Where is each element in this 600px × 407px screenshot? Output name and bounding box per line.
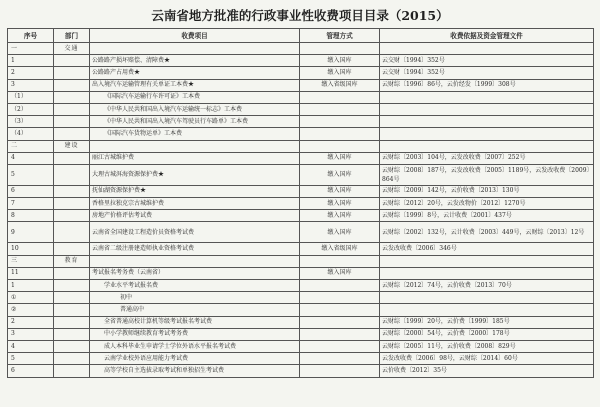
row-department <box>54 304 90 316</box>
row-department <box>54 116 90 128</box>
row-fee-item: 云南学业校外语应用能力考试费 <box>90 353 300 365</box>
row-fee-item: 抚仙湖资源保护费★ <box>90 185 300 197</box>
row-fee-item: 香格里拉独克宗古城维护费 <box>90 198 300 210</box>
row-basis <box>380 128 594 140</box>
row-management: 缴入国库 <box>300 55 380 67</box>
row-basis: 云财综〔1996〕86号，云价经发〔1999〕308号 <box>380 79 594 91</box>
row-basis <box>380 304 594 316</box>
row-department <box>54 365 90 377</box>
table-row <box>8 304 594 316</box>
row-management: 缴入国库 <box>300 67 380 79</box>
row-fee-item: 《中华人民共和国出入境汽车驾驶员行车路单》工本费 <box>90 116 300 128</box>
row-basis: 云财综〔2008〕187号，云发改收费〔2005〕1189号，云发改收费〔2009〕864号 <box>380 164 594 185</box>
row-number: 9 <box>8 222 54 243</box>
row-department <box>54 198 90 210</box>
row-fee-item: 云南省二级注册建造师执业资格考试费 <box>90 243 300 255</box>
row-fee-item: 中小学教师继续教育考试考务费 <box>90 328 300 340</box>
document-title: 云南省地方批准的行政事业性收费项目目录（2015） <box>151 8 449 23</box>
row-department <box>54 340 90 352</box>
table-header <box>8 29 594 43</box>
row-department <box>54 91 90 103</box>
row-fee-item: 《中华人民共和国出入境汽车运输统一标志》工本费 <box>90 103 300 115</box>
row-fee-item: 丽江古城维护费 <box>90 152 300 164</box>
row-department <box>54 67 90 79</box>
row-department <box>54 185 90 197</box>
table-row <box>8 116 594 128</box>
row-number: 2 <box>8 67 54 79</box>
row-basis: 云发改收费〔2006〕98号，云财综〔2014〕60号 <box>380 353 594 365</box>
header-mgmt: 管理方式 <box>300 29 380 43</box>
table-row <box>8 353 594 365</box>
row-basis: 云财综〔2012〕74号，云价收费〔2013〕70号 <box>380 280 594 292</box>
row-department <box>54 128 90 140</box>
row-number: 三 <box>8 255 54 267</box>
row-department <box>54 316 90 328</box>
table-row <box>8 55 594 67</box>
row-department <box>54 353 90 365</box>
fee-table <box>7 28 594 378</box>
row-basis <box>380 103 594 115</box>
table-row <box>8 243 594 255</box>
row-management <box>300 128 380 140</box>
row-fee-item: 考试报名考务费（云南省） <box>90 267 300 279</box>
table-row <box>8 152 594 164</box>
table-row <box>8 365 594 377</box>
row-basis <box>380 255 594 267</box>
row-department <box>54 210 90 222</box>
row-basis <box>380 267 594 279</box>
row-management <box>300 340 380 352</box>
row-department <box>54 328 90 340</box>
row-management: 缴入国库 <box>300 267 380 279</box>
row-management <box>300 140 380 152</box>
row-basis: 云发改收费〔2006〕346号 <box>380 243 594 255</box>
row-management: 缴入国库 <box>300 198 380 210</box>
row-management: 缴入国库 <box>300 164 380 185</box>
section-row <box>8 255 594 267</box>
row-number: 6 <box>8 365 54 377</box>
table-row <box>8 79 594 91</box>
row-basis <box>380 116 594 128</box>
table-row <box>8 340 594 352</box>
row-basis: 云价收费〔2012〕35号 <box>380 365 594 377</box>
section-row <box>8 140 594 152</box>
row-fee-item: 初中 <box>90 292 300 304</box>
row-fee-item: 房地产价格评估考试费 <box>90 210 300 222</box>
table-row <box>8 67 594 79</box>
row-department <box>54 280 90 292</box>
row-fee-item: 云南省全国建设工程造价员资格考试费 <box>90 222 300 243</box>
table-row <box>8 164 594 185</box>
row-number: 5 <box>8 164 54 185</box>
row-management <box>300 43 380 55</box>
row-department <box>54 103 90 115</box>
row-management <box>300 328 380 340</box>
row-basis <box>380 91 594 103</box>
header-no: 序号 <box>8 29 54 43</box>
row-number: 4 <box>8 152 54 164</box>
row-fee-item: 学业水平考试报名费 <box>90 280 300 292</box>
row-department <box>54 164 90 185</box>
row-department: 教育 <box>54 255 90 267</box>
row-fee-item: 全省普通高校计算机等级考试报名考试费 <box>90 316 300 328</box>
row-number: 2 <box>8 316 54 328</box>
row-management <box>300 365 380 377</box>
row-management <box>300 304 380 316</box>
row-management <box>300 292 380 304</box>
row-number: 10 <box>8 243 54 255</box>
row-fee-item: 大理古城洱海资源保护费★ <box>90 164 300 185</box>
row-basis: 云财综〔2005〕11号，云价收费〔2008〕829号 <box>380 340 594 352</box>
row-fee-item <box>90 255 300 267</box>
row-management <box>300 353 380 365</box>
row-department: 建设 <box>54 140 90 152</box>
header-basis: 收费依据及资金管理文件 <box>380 29 594 43</box>
row-management: 缴入国库 <box>300 185 380 197</box>
row-number: 8 <box>8 210 54 222</box>
row-basis: 云财综〔2002〕132号，云计收费〔2003〕449号，云财综〔2013〕12号 <box>380 222 594 243</box>
table-row <box>8 128 594 140</box>
row-number: 7 <box>8 198 54 210</box>
row-management: 缴入国库 <box>300 152 380 164</box>
row-fee-item: 《国际汽车货物运单》工本费 <box>90 128 300 140</box>
row-number: 6 <box>8 185 54 197</box>
row-department <box>54 292 90 304</box>
row-basis: 云交财〔1994〕352号 <box>380 67 594 79</box>
table-row <box>8 328 594 340</box>
row-management <box>300 116 380 128</box>
row-basis: 云财综〔1999〕20号，云价费〔1999〕185号 <box>380 316 594 328</box>
row-number: 11 <box>8 267 54 279</box>
row-department <box>54 55 90 67</box>
row-basis <box>380 43 594 55</box>
row-management: 缴入省级国库 <box>300 79 380 91</box>
table-row <box>8 280 594 292</box>
row-fee-item <box>90 43 300 55</box>
row-fee-item: 普通高中 <box>90 304 300 316</box>
row-management <box>300 255 380 267</box>
row-management <box>300 316 380 328</box>
table-row <box>8 103 594 115</box>
table-row <box>8 185 594 197</box>
row-number: 3 <box>8 79 54 91</box>
row-department <box>54 243 90 255</box>
row-basis: 云财综〔2003〕104号，云发改收费〔2007〕252号 <box>380 152 594 164</box>
row-basis <box>380 140 594 152</box>
row-management: 缴入国库 <box>300 222 380 243</box>
row-basis: 云财综〔2009〕142号，云价收费〔2013〕130号 <box>380 185 594 197</box>
row-fee-item: 公路路产损坏赔偿、清障费★ <box>90 55 300 67</box>
table-row <box>8 267 594 279</box>
row-number: （2） <box>8 103 54 115</box>
row-fee-item: 公路路产占用费★ <box>90 67 300 79</box>
row-number: 5 <box>8 353 54 365</box>
row-number: 二 <box>8 140 54 152</box>
row-management: 缴入省级国库 <box>300 243 380 255</box>
row-number: （3） <box>8 116 54 128</box>
row-department <box>54 152 90 164</box>
row-fee-item: 出入境汽车运输管理有关单证工本费★ <box>90 79 300 91</box>
row-management <box>300 91 380 103</box>
row-number: 3 <box>8 328 54 340</box>
table-row <box>8 91 594 103</box>
row-management <box>300 280 380 292</box>
row-department: 交通 <box>54 43 90 55</box>
row-number: 1 <box>8 280 54 292</box>
row-department <box>54 222 90 243</box>
row-department <box>54 267 90 279</box>
table-row <box>8 316 594 328</box>
row-fee-item <box>90 140 300 152</box>
row-basis: 云财综〔2012〕20号，云发改物价〔2012〕1270号 <box>380 198 594 210</box>
row-number: ① <box>8 292 54 304</box>
row-fee-item: 高等学校自主选拔录取考试和单独招生考试费 <box>90 365 300 377</box>
row-number: （1） <box>8 91 54 103</box>
row-fee-item: 成人本科毕业生申请学士学位外语水平报名考试费 <box>90 340 300 352</box>
row-basis <box>380 292 594 304</box>
table-row <box>8 222 594 243</box>
table-row <box>8 198 594 210</box>
row-basis: 云交财〔1994〕352号 <box>380 55 594 67</box>
row-number: 4 <box>8 340 54 352</box>
table-row <box>8 210 594 222</box>
table-row <box>8 292 594 304</box>
row-number: （4） <box>8 128 54 140</box>
row-number: ② <box>8 304 54 316</box>
row-management: 缴入国库 <box>300 210 380 222</box>
row-number: 一 <box>8 43 54 55</box>
row-fee-item: 《国际汽车运输行车许可证》工本费 <box>90 91 300 103</box>
row-department <box>54 79 90 91</box>
section-row <box>8 43 594 55</box>
header-item: 收费项目 <box>90 29 300 43</box>
row-basis: 云财综〔2000〕54号，云价费〔2000〕178号 <box>380 328 594 340</box>
header-dept: 部门 <box>54 29 90 43</box>
table-body <box>8 43 594 378</box>
row-management <box>300 103 380 115</box>
row-number: 1 <box>8 55 54 67</box>
row-basis: 云财综〔1999〕8号，云计收费〔2001〕437号 <box>380 210 594 222</box>
